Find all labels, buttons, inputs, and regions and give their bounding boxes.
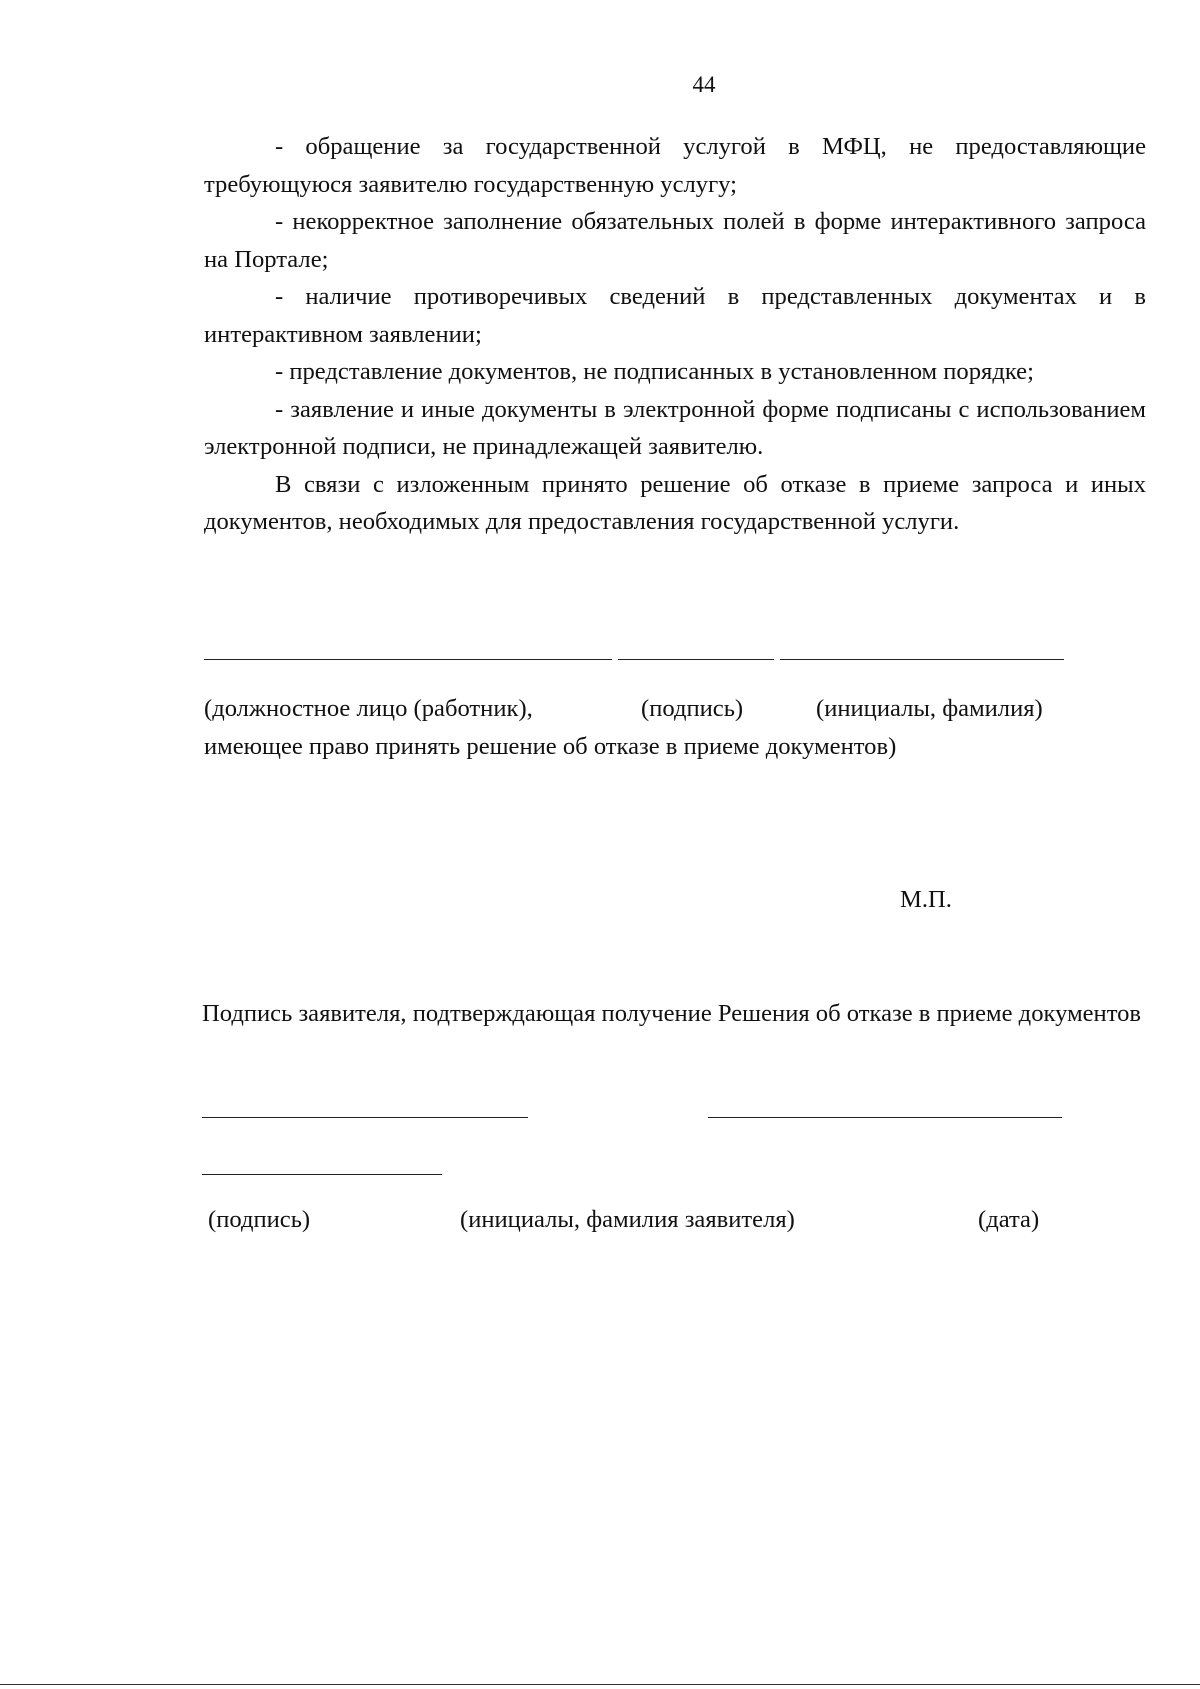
official-label-continuation: имеющее право принять решение об отказе в приеме документов) — [204, 733, 897, 760]
official-initials-line — [780, 659, 1064, 660]
applicant-signature-labels — [0, 1202, 1200, 1238]
applicant-date-lines — [0, 1174, 1200, 1176]
paragraph-unsigned-documents: - представление документов, не подписанных в установленном порядке; — [275, 358, 1034, 385]
paragraph-incorrect-fields: - некорректное заполнение обязательных полей в форме интерактивного запроса на Портале; — [204, 208, 1146, 273]
official-label: (должностное лицо (работник), — [204, 695, 533, 722]
official-signature-label: (подпись) — [641, 695, 744, 722]
official-name-line — [204, 659, 612, 660]
page-bottom-rule — [0, 1684, 1200, 1685]
official-signature-labels — [204, 691, 1104, 727]
applicant-signature-line — [202, 1117, 528, 1118]
applicant-name-line — [708, 1117, 1062, 1118]
official-signature-line — [618, 659, 774, 660]
stamp-label: М.П. — [900, 886, 952, 913]
applicant-confirmation-text: Подпись заявителя, подтверждающая получение Решения об отказе в приеме документов — [202, 1000, 1142, 1027]
applicant-name-label: (инициалы, фамилия заявителя) — [460, 1206, 795, 1233]
applicant-date-line — [202, 1174, 442, 1175]
applicant-signature-label: (подпись) — [208, 1206, 311, 1233]
official-signature-lines — [204, 659, 1064, 661]
applicant-date-label: (дата) — [978, 1206, 1040, 1233]
paragraph-mfc-request: - обращение за государственной услугой в МФЦ, не предоставляющие требующуюся заявителю государственную услугу; — [204, 133, 1146, 198]
paragraph-decision: В связи с изложенным принято решение об отказе в приеме запроса и иных документов, необходимых для предоставления государственной услуги. — [204, 470, 1146, 535]
applicant-signature-lines — [0, 1117, 1200, 1119]
page-number: 44 — [692, 72, 716, 97]
paragraph-foreign-signature: - заявление и иные документы в электронной форме подписаны с использованием электронной подписи, не принадлежащей заявителю. — [204, 395, 1146, 460]
refusal-grounds-text — [204, 128, 1146, 541]
paragraph-contradictory-info: - наличие противоречивых сведений в представленных документах и в интерактивном заявлении; — [204, 283, 1146, 348]
official-name-label: (инициалы, фамилия) — [816, 695, 1043, 722]
